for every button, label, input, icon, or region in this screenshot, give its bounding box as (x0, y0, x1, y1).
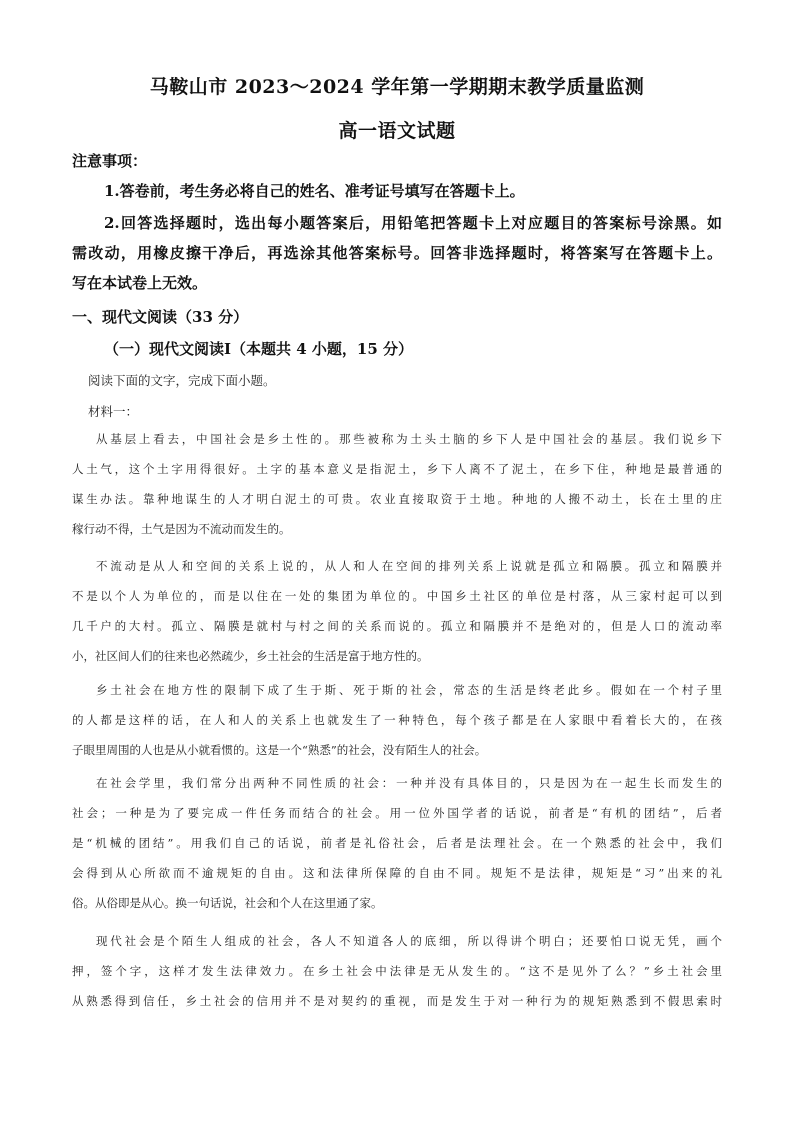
paragraph-line: 社会；一种是为了要完成一件任务而结合的社会。用一位外国学者的话说，前者是“有机的团结”，后者 (72, 806, 722, 820)
paragraph-line: 乡土社会在地方性的限制下成了生于斯、死于斯的社会，常态的生活是终老此乡。假如在一个村子里 (96, 683, 722, 697)
paragraph-line: 人土气，这个土字用得很好。土字的基本意义是指泥土，乡下人离不了泥土，在乡下住，种地是最普通的 (72, 462, 722, 476)
paragraph-3 (72, 675, 722, 765)
paragraph-2 (72, 551, 722, 671)
paragraph-line: 俗。从俗即是从心。换一句话说，社会和个人在这里通了家。 (72, 896, 383, 910)
exam-subtitle: 高一语文试题 (338, 120, 456, 142)
paragraph-line: 押，签个字，这样才发生法律效力。在乡土社会中法律是无从发生的。“这不是见外了么？”乡土社会里 (72, 964, 722, 978)
sub-section-heading: （一）现代文阅读Ⅰ（本题共 4 小题，15 分） (104, 340, 413, 358)
paragraph-line: 稼行动不得，土气是因为不流动而发生的。 (72, 522, 291, 536)
paragraph-line: 在社会学里，我们常分出两种不同性质的社会：一种并没有具体目的，只是因为在一起生长而发生的 (96, 776, 722, 790)
paragraph-line: 子眼里周围的人也是从小就看惯的。这是一个“熟悉”的社会，没有陌生人的社会。 (72, 743, 487, 757)
section-heading: 一、现代文阅读（33 分） (72, 308, 249, 326)
instruction-text: 阅读下面的文字，完成下面小题。 (88, 373, 276, 388)
paragraph-line: 不流动是从人和空间的关系上说的，从人和人在空间的排列关系上说就是孤立和隔膜。孤立和隔膜并 (96, 559, 722, 573)
paragraph-line: 从熟悉得到信任，乡土社会的信用并不是对契约的重视，而是发生于对一种行为的规矩熟悉到不假思索时 (72, 994, 722, 1008)
paragraph-5 (72, 926, 722, 1016)
paragraph-line: 是“机械的团结”。用我们自己的话说，前者是礼俗社会，后者是法理社会。在一个熟悉的社会中，我们 (72, 836, 722, 850)
notice-item-2-line: 2.回答选择题时，选出每小题答案后，用铅笔把答题卡上对应题目的答案标号涂黑。如 (104, 214, 722, 232)
paragraph-1 (72, 424, 722, 544)
notice-item-2 (72, 208, 722, 298)
paragraph-line: 会得到从心所欲而不逾规矩的自由。这和法律所保障的自由不同。规矩不是法律，规矩是“习”出来的礼 (72, 866, 722, 880)
exam-title: 马鞍山市 2023～2024 学年第一学期期末教学质量监测 (149, 76, 645, 98)
material-label: 材料一： (88, 404, 139, 419)
paragraph-line: 谋生办法。靠种地谋生的人才明白泥土的可贵。农业直接取资于土地。种地的人搬不动土，长在土里的庄 (72, 492, 722, 506)
notice-item-1 (72, 176, 722, 206)
notice-item-1-text: 1.答卷前，考生务必将自己的姓名、准考证号填写在答题卡上。 (104, 182, 525, 200)
paragraph-line: 的人都是这样的话，在人和人的关系上也就发生了一种特色，每个孩子都是在人家眼中看着长大的，在孩 (72, 713, 722, 727)
paragraph-line: 几千户的大村。孤立、隔膜是就村与村之间的关系而说的。孤立和隔膜并不是绝对的，但是人口的流动率 (72, 619, 722, 633)
notice-heading: 注意事项： (72, 152, 148, 170)
notice-item-2-line: 写在本试卷上无效。 (72, 274, 208, 292)
paragraph-line: 从基层上看去，中国社会是乡土性的。那些被称为土头土脑的乡下人是中国社会的基层。我们说乡下 (96, 432, 722, 446)
paragraph-4 (72, 768, 722, 918)
paragraph-line: 现代社会是个陌生人组成的社会，各人不知道各人的底细，所以得讲个明白；还要怕口说无凭，画个 (96, 934, 722, 948)
paragraph-line: 小，社区间人们的往来也必然疏少，乡土社会的生活是富于地方性的。 (72, 649, 429, 663)
notice-item-2-line: 需改动，用橡皮擦干净后，再选涂其他答案标号。回答非选择题时，将答案写在答题卡上。 (72, 244, 722, 262)
paragraph-line: 不是以个人为单位的，而是以住在一处的集团为单位的。中国乡土社区的单位是村落，从三家村起可以到 (72, 589, 722, 603)
